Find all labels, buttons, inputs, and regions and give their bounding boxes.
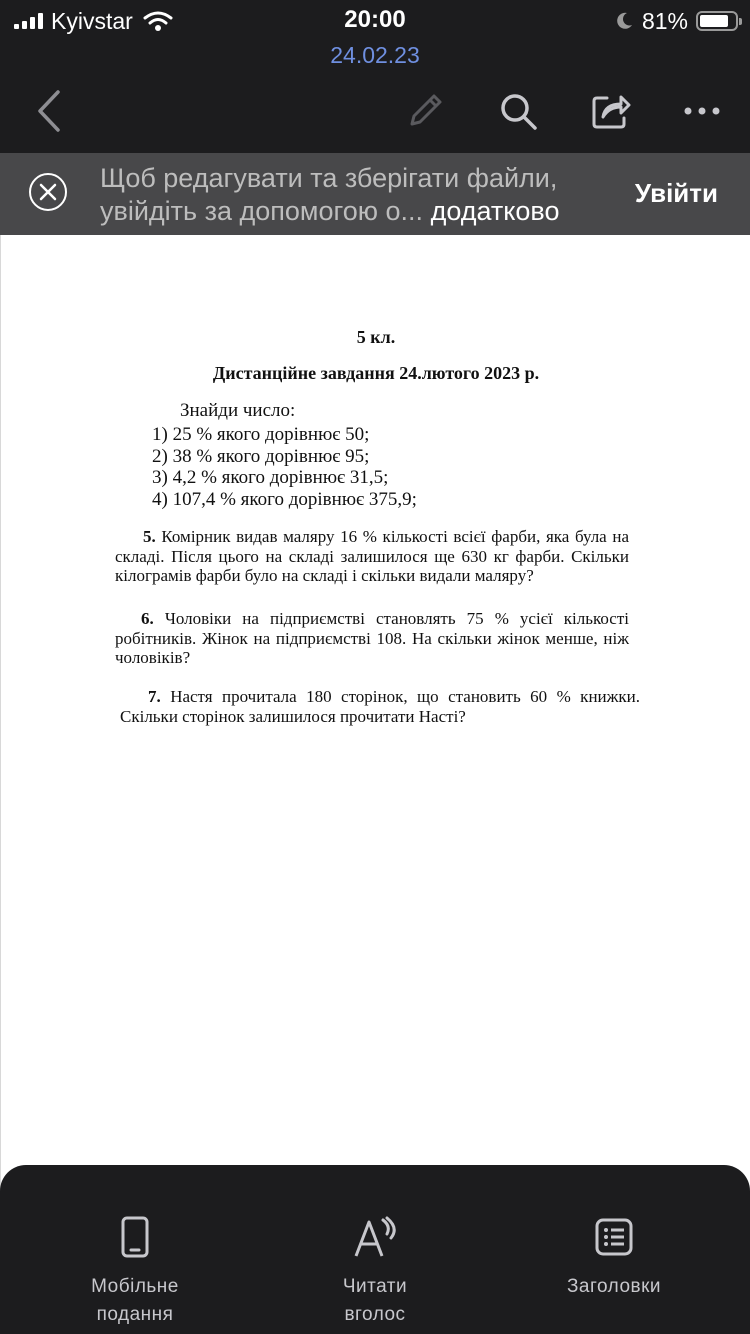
doc-problem-7-number: 7. bbox=[148, 687, 161, 706]
doc-list-item: 3) 4,2 % якого дорівнює 31,5; bbox=[152, 467, 389, 488]
share-icon bbox=[591, 92, 631, 130]
read-aloud-label-line2: вголос bbox=[344, 1304, 406, 1325]
edit-button[interactable] bbox=[400, 88, 450, 134]
cellular-signal-icon bbox=[14, 13, 43, 29]
mobile-view-label-line2: подання bbox=[96, 1304, 174, 1325]
mobile-view-label bbox=[35, 1273, 235, 1329]
doc-problem-6-number: 6. bbox=[141, 609, 154, 628]
mobile-view-button[interactable] bbox=[35, 1213, 235, 1329]
doc-problem-6 bbox=[115, 609, 629, 668]
nav-bar bbox=[0, 76, 750, 146]
status-left bbox=[14, 6, 173, 36]
banner-message bbox=[100, 162, 610, 228]
read-aloud-button[interactable] bbox=[275, 1213, 475, 1329]
headings-label: Заголовки bbox=[566, 1276, 662, 1297]
battery-fill bbox=[700, 15, 728, 27]
banner-message-line1: Щоб редагувати та зберігати файли, bbox=[100, 163, 558, 193]
banner-message-line2 bbox=[100, 195, 610, 228]
doc-problem-5-text: Комірник видав маляру 16 % кількості всієї фарби, яка була на складі. Після цього на складі залишилося ще 630 кг фарби. Скільки кілограмів фарби було на складі і скільки видали маляру? bbox=[115, 527, 629, 585]
doc-problem-5-number: 5. bbox=[143, 527, 156, 546]
pencil-icon bbox=[404, 90, 446, 132]
phone-icon bbox=[121, 1216, 149, 1258]
banner-more-link[interactable]: додатково bbox=[430, 196, 560, 226]
battery-percent: 81% bbox=[641, 7, 688, 34]
headings-button[interactable] bbox=[514, 1213, 714, 1301]
close-icon bbox=[39, 183, 57, 201]
mobile-view-label-line1: Мобільне bbox=[91, 1276, 179, 1297]
doc-problem-5 bbox=[115, 527, 629, 586]
read-aloud-label-line1: Читати bbox=[342, 1276, 408, 1297]
read-aloud-label bbox=[275, 1273, 475, 1329]
doc-grade: 5 кл. bbox=[356, 327, 396, 347]
search-button[interactable] bbox=[493, 88, 543, 134]
status-bar bbox=[0, 0, 750, 44]
wifi-icon bbox=[143, 10, 173, 32]
login-button[interactable]: Увійти bbox=[634, 178, 718, 208]
status-time: 20:00 bbox=[344, 6, 406, 33]
document-date-subtitle: 24.02.23 bbox=[330, 42, 420, 68]
document-page bbox=[0, 235, 750, 1235]
share-button[interactable] bbox=[586, 88, 636, 134]
search-icon bbox=[498, 91, 538, 131]
headings-list-icon bbox=[594, 1217, 634, 1257]
more-icon bbox=[682, 106, 722, 116]
moon-icon bbox=[614, 11, 634, 31]
doc-item-list bbox=[152, 424, 417, 510]
back-button[interactable] bbox=[24, 88, 74, 134]
status-right bbox=[614, 6, 738, 36]
doc-problem-6-text: Чоловіки на підприємстві становлять 75 % усієї кількості робітників. Жінок на підприємстві 108. На скільки жінок менше, ніж чоловіків? bbox=[115, 609, 629, 667]
carrier-name: Kyivstar bbox=[51, 7, 133, 34]
doc-list-item: 4) 107,4 % якого дорівнює 375,9; bbox=[152, 488, 417, 510]
chevron-left-icon bbox=[36, 90, 62, 132]
sign-in-banner bbox=[0, 153, 750, 235]
battery-icon bbox=[696, 11, 738, 31]
doc-find-heading: Знайди число: bbox=[180, 400, 296, 421]
more-button[interactable] bbox=[677, 88, 727, 134]
dismiss-banner-button[interactable] bbox=[29, 173, 67, 211]
doc-list-item: 2) 38 % якого дорівнює 95; bbox=[152, 445, 370, 467]
doc-problem-7 bbox=[120, 687, 640, 726]
doc-problem-7-text: Настя прочитала 180 сторінок, що становить 60 % книжки. Скільки сторінок залишилося прочитати Насті? bbox=[120, 687, 640, 726]
doc-task-title: Дистанційне завдання 24.лютого 2023 р. bbox=[212, 363, 540, 383]
top-bar bbox=[0, 0, 750, 153]
doc-list-item: 1) 25 % якого дорівнює 50; bbox=[152, 424, 370, 445]
bottom-toolbar bbox=[0, 1165, 750, 1334]
read-aloud-icon bbox=[353, 1216, 397, 1258]
banner-message-line2-text: увійдіть за допомогою о... bbox=[100, 196, 424, 226]
